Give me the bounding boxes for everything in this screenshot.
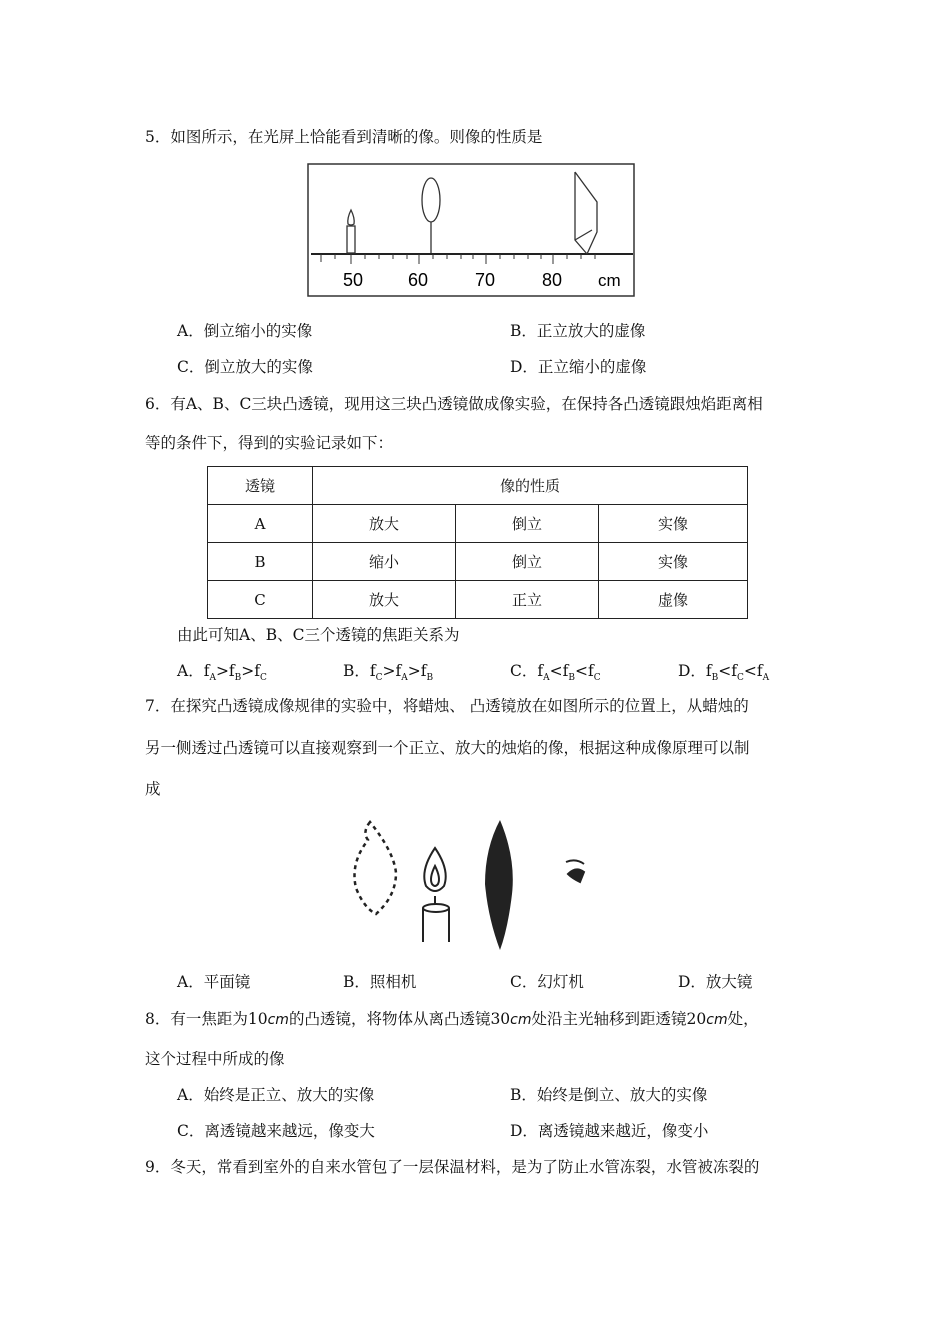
subscript: A [762, 673, 770, 684]
option-text: A．f [177, 662, 210, 680]
unit-cm: cm [267, 1012, 289, 1028]
virtual-image-flame [355, 822, 397, 914]
q6-lens-table [207, 466, 748, 619]
option-text: >f [407, 662, 427, 680]
q6-option-a[interactable] [177, 660, 267, 689]
q7-stem-line1: 7．在探究凸透镜成像规律的实验中，将蜡烛、 凸透镜放在如图所示的位置上，从蜡烛的 [145, 697, 749, 715]
option-text: B．f [343, 662, 376, 680]
q8-option-a[interactable]: A．始终是正立、放大的实像 [177, 1086, 375, 1104]
q8-stem-line1 [145, 1008, 759, 1031]
q5-option-d[interactable]: D．正立缩小的虚像 [510, 358, 647, 376]
table-cell: 倒立 [456, 543, 599, 581]
convex-lens [485, 820, 513, 950]
table-cell: A [208, 505, 313, 543]
option-text: <f [549, 662, 569, 680]
q6-option-b[interactable] [343, 660, 433, 689]
option-text: >f [241, 662, 261, 680]
q8-option-c[interactable]: C．离透镜越来越远，像变大 [177, 1122, 375, 1140]
q8-option-b[interactable]: B．始终是倒立、放大的实像 [510, 1086, 708, 1104]
eye-icon [566, 860, 584, 882]
convex-lens [422, 178, 440, 253]
q7-option-a[interactable]: A．平面镜 [177, 973, 251, 991]
q6-option-c[interactable] [510, 660, 601, 689]
table-cell: C [208, 581, 313, 619]
stem-text: 8．有一焦距为10 [145, 1010, 268, 1028]
table-header-row [208, 467, 748, 505]
unit-cm: cm [706, 1012, 728, 1028]
q5-option-b[interactable]: B．正立放大的虚像 [510, 322, 646, 340]
subscript: B [234, 673, 242, 684]
q6-option-d[interactable] [678, 660, 769, 689]
q7-candle-lens-figure [340, 818, 600, 953]
ruler-label-60: 60 [408, 270, 429, 290]
q5-stem: 5．如图所示，在光屏上恰能看到清晰的像。则像的性质是 [145, 128, 543, 146]
subscript: C [737, 673, 744, 684]
q8-option-d[interactable]: D．离透镜越来越近，像变小 [510, 1122, 709, 1140]
option-text: <f [718, 662, 738, 680]
q5-option-c[interactable]: C．倒立放大的实像 [177, 358, 313, 376]
q6-stem-line2: 等的条件下，得到的实验记录如下： [145, 434, 394, 452]
q8-stem-line2: 这个过程中所成的像 [145, 1050, 285, 1068]
table-cell: 倒立 [456, 505, 599, 543]
subscript: A [401, 673, 408, 684]
table-header-lens: 透镜 [208, 467, 313, 505]
q5-optical-bench-figure [307, 162, 637, 298]
ruler-label-70: 70 [475, 270, 496, 290]
candle [423, 848, 449, 942]
subscript: C [593, 673, 601, 684]
table-cell: B [208, 543, 313, 581]
light-screen [575, 172, 597, 254]
subscript: B [426, 673, 434, 684]
option-text: >f [382, 662, 402, 680]
q5-option-a[interactable]: A．倒立缩小的实像 [177, 322, 313, 340]
q7-option-c[interactable]: C．幻灯机 [510, 973, 584, 991]
option-text: <f [574, 662, 594, 680]
table-row [208, 581, 748, 619]
q7-stem-line3: 成 [145, 780, 161, 798]
ruler-label-unit: cm [598, 271, 621, 290]
table-cell: 缩小 [313, 543, 456, 581]
table-row [208, 543, 748, 581]
table-cell: 放大 [313, 505, 456, 543]
table-header-image-property: 像的性质 [313, 467, 748, 505]
ruler-ticks [321, 254, 595, 264]
subscript: B [568, 673, 575, 684]
candle [347, 210, 355, 253]
subscript: C [260, 673, 267, 684]
option-text: <f [743, 662, 763, 680]
subscript: B [711, 673, 719, 684]
unit-cm: cm [510, 1012, 532, 1028]
table-cell: 放大 [313, 581, 456, 619]
q7-stem-line2: 另一侧透过凸透镜可以直接观察到一个正立、放大的烛焰的像，根据这种成像原理可以制 [145, 739, 750, 757]
subscript: A [543, 673, 550, 684]
q7-option-b[interactable]: B．照相机 [343, 973, 417, 991]
q7-option-d[interactable]: D．放大镜 [678, 973, 753, 991]
stem-text: 处， [727, 1010, 759, 1028]
q9-stem-line1: 9．冬天，常看到室外的自来水管包了一层保温材料，是为了防止水管冻裂，水管被冻裂的 [145, 1158, 760, 1176]
table-cell: 实像 [599, 505, 748, 543]
q6-conclusion: 由此可知A、B、C三个透镜的焦距关系为 [177, 626, 460, 644]
subscript: A [209, 673, 216, 684]
option-text: C．f [510, 662, 544, 680]
table-row [208, 505, 748, 543]
stem-text: 处沿主光轴移到距透镜20 [531, 1010, 707, 1028]
table-cell: 虚像 [599, 581, 748, 619]
stem-text: 的凸透镜，将物体从离凸透镜30 [288, 1010, 511, 1028]
option-text: D．f [678, 662, 712, 680]
table-cell: 实像 [599, 543, 748, 581]
table-cell: 正立 [456, 581, 599, 619]
option-text: >f [215, 662, 235, 680]
q6-stem-line1: 6．有A、B、C三块凸透镜，现用这三块凸透镜做成像实验，在保持各凸透镜跟烛焰距离相 [145, 395, 763, 413]
ruler-label-80: 80 [542, 270, 563, 290]
subscript: C [375, 673, 383, 684]
ruler-label-50: 50 [343, 270, 364, 290]
